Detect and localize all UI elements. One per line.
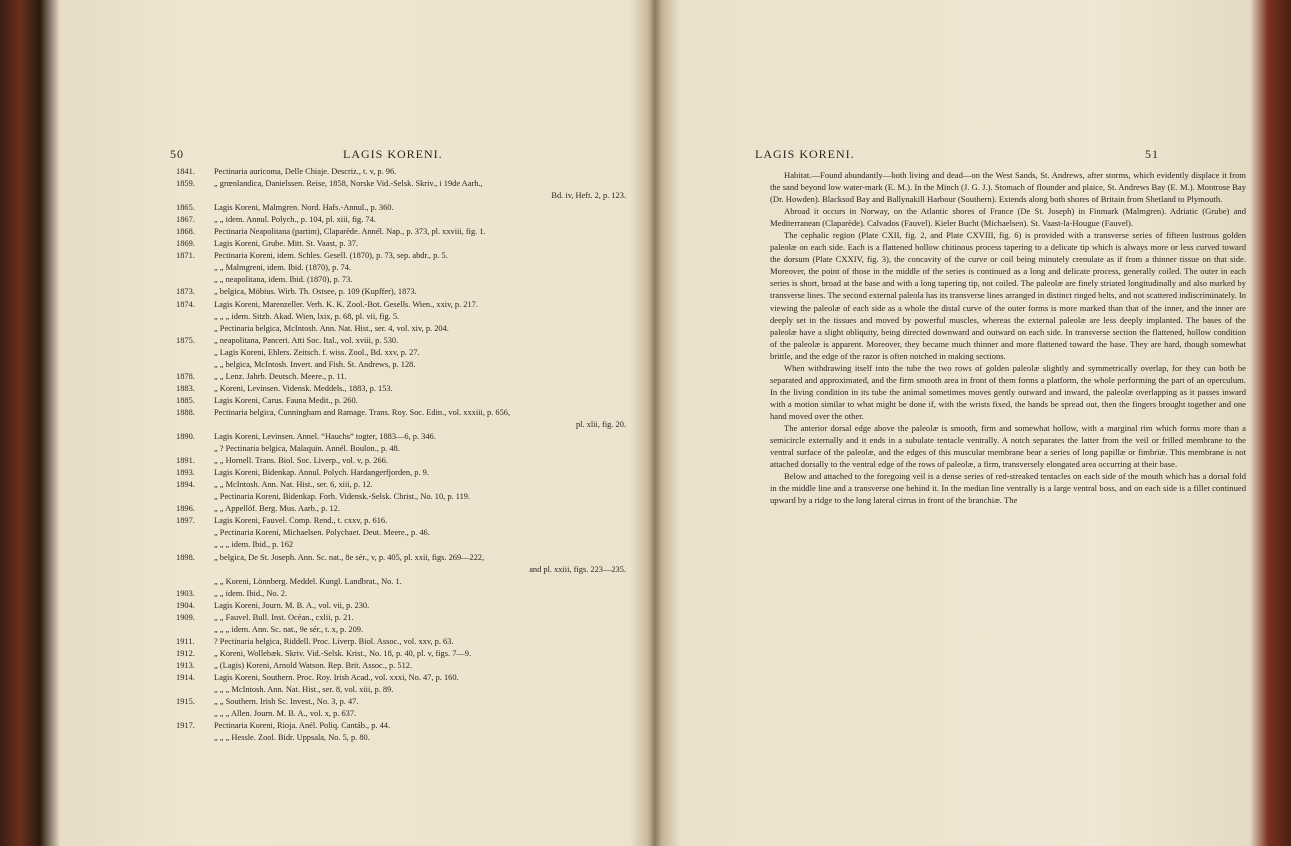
bibliography-entry	[176, 274, 646, 286]
entry-citation: „ „ idem. Annul. Polych., p. 104, pl. xiii, fig. 74.	[214, 215, 376, 225]
entry-citation: Lagis Koreni, Southern. Proc. Roy. Irish Acad., vol. xxxi, No. 47, p. 160.	[214, 672, 459, 682]
entry-citation: „ Koreni, Levinsen. Vidensk. Meddels., 1883, p. 153.	[214, 383, 393, 393]
bibliography-entry	[176, 696, 646, 708]
entry-citation: Pectinaria Koreni, idem. Schles. Gesell. (1870), p. 73, sep. abdr., p. 5.	[214, 251, 448, 261]
entry-year	[176, 539, 214, 551]
entry-citation: pl. xlii, fig. 20.	[575, 419, 626, 429]
entry-year: 1841.	[176, 167, 195, 176]
bibliography-entry	[176, 612, 646, 624]
entry-year: 1891.	[176, 456, 195, 466]
paragraph: Habitat.—Found abundantly—both living and dead—on the West Sands, St. Andrews, after storms, which evidently displace it from the sand beyond low water-mark (E. M.). In the Minch (J. G. J.). Stomach of flounder and plaice, St. Andrews Bay (E. M.). Montrose Bay (Dr. Howden). Blacksod Bay and Ballynakill Harbour (Southern). Extends along both shores of Britain from Shetland to Plymouth.	[770, 170, 1246, 205]
entry-citation: „ „ Appellöf. Berg. Mus. Aarb., p. 12.	[214, 504, 340, 514]
entry-year: 1917.	[176, 721, 195, 731]
entry-citation: „ „ „ idem. Sitzb. Akad. Wien, lxix, p. 68, pl. vii, fig. 5.	[214, 311, 400, 321]
entry-year	[176, 274, 214, 286]
entry-citation: Lagis Koreni, Marenzeller. Verh. K. K. Zool.-Bot. Gesells. Wien., xxiv, p. 217.	[214, 299, 478, 309]
bibliography-entry	[176, 600, 646, 612]
entry-year	[176, 684, 214, 696]
bibliography-entry	[176, 178, 646, 190]
entry-citation: Lagis Koreni, Malmgren. Nord. Hafs.-Annul., p. 360.	[214, 203, 394, 213]
entry-year	[176, 359, 214, 371]
entry-citation: Pectinaria auricoma, Delle Chiaje. Descriz., t. v, p. 96.	[214, 167, 397, 176]
right-running-head: LAGIS KORENI.	[755, 147, 855, 161]
bibliography-entry	[176, 720, 646, 732]
entry-year: 1903.	[176, 588, 195, 598]
entry-year: 1890.	[176, 432, 195, 442]
bibliography-entry	[176, 407, 646, 419]
bibliography-entry	[176, 359, 646, 371]
paragraph: When withdrawing itself into the tube the two rows of golden paleolæ slightly and symmetrically overlap, for they can both be separated and approximated, and the firm smooth area in front of them forms a platform, the whole performing the part of an operculum. In the living condition in its tube the animal sometimes moves gently outward and inward, the paleolæ overlapping as it passes inward with a motion similar to what might be done if, with the wrists fixed, the hands be spread out, then the fingers brought together and one hand moved over the other.	[770, 362, 1246, 421]
bibliography-entry	[176, 250, 646, 262]
entry-citation: „ „ „ McIntosh. Ann. Nat. Hist., ser. 8, vol. xiii, p. 89.	[214, 685, 394, 695]
entry-citation: „ Pectinaria belgica, McIntosh. Ann. Nat. Hist., ser. 4, vol. xiv, p. 204.	[214, 323, 449, 333]
entry-citation: „ Lagis Koreni, Ehlers. Zeitsch. f. wiss. Zool., Bd. xxv, p. 27.	[214, 347, 420, 357]
entry-year: 1873.	[176, 287, 195, 297]
bibliography-entry	[176, 479, 646, 491]
entry-citation: Pectinaria Koreni, Rioja. Anél. Poliq. Cantáb., p. 44.	[214, 721, 391, 731]
entry-year	[176, 624, 214, 636]
entry-year: 1913.	[176, 660, 195, 670]
bibliography-entry	[176, 443, 646, 455]
bibliography-entry	[176, 226, 646, 238]
bibliography-entry	[176, 311, 646, 323]
entry-year: 1897.	[176, 516, 195, 526]
entry-year	[176, 576, 214, 588]
bibliography-entry	[176, 648, 646, 660]
entry-citation: „ „ Southern. Irish Sc. Invest., No. 3, p. 47.	[214, 697, 359, 707]
left-running-head: LAGIS KORENI.	[343, 147, 443, 161]
entry-year: 1915.	[176, 697, 195, 707]
bibliography-entry	[176, 503, 646, 515]
entry-citation: „ „ „ idem. Ann. Sc. nat., 9e sér., t. x, p. 209.	[214, 624, 364, 634]
entry-citation: „ „ Lenz. Jahrb. Deutsch. Meere., p. 11.	[214, 371, 347, 381]
bibliography-entry	[176, 467, 646, 479]
entry-citation: Bd. iv, Heft. 2, p. 123.	[551, 191, 626, 201]
entry-year: 1912.	[176, 648, 195, 658]
paragraph: Below and attached to the foregoing veil is a dense series of red-streaked tentacles on each side of the mouth which has a dorsal fold in the middle line and a transverse one behind it. In the median line ventrally is a large ventral boss, and on each side is a fillet continued upward by a ridge to the long lateral cirrus in front of the branchiæ. The	[770, 471, 1246, 506]
paragraph: Abroad it occurs in Norway, on the Atlantic shores of France (De St. Joseph) in Finmark (Malmgren). Adriatic (Grube) and Mediterranean (Claparède). Calvados (Fauvel). Kieler Bucht (Michaelsen). St. Vaast-la-Hougue (Fauvel).	[770, 206, 1246, 229]
bibliography-entry	[176, 286, 646, 298]
bibliography-list	[176, 166, 646, 744]
entry-citation: Lagis Koreni, Journ. M. B. A., vol. vii, p. 230.	[214, 600, 370, 610]
entry-citation: „ „ Malmgreni, idem. Ibid. (1870), p. 74.	[214, 263, 351, 273]
bibliography-entry	[176, 539, 646, 551]
bibliography-entry	[176, 323, 646, 335]
entry-citation: „ „ McIntosh. Ann. Nat. Hist., ser. 6, xiii, p. 12.	[214, 480, 373, 490]
entry-citation: „ Koreni, Wollebæk. Skriv. Vid.-Selsk. Krist., No. 18, p. 40, pl. v, figs. 7—9.	[214, 648, 472, 658]
left-page-number: 50	[170, 147, 184, 161]
bibliography-entry	[176, 576, 646, 588]
bibliography-entry	[176, 732, 646, 744]
paragraph: The cephalic region (Plate CXII, fig. 2, and Plate CXVIII, fig. 6) is provided with a transverse series of fifteen lustrous golden paleolæ on each side. Each is a flattened hollow chitinous process tapering to a delicate tip which is always more or less curved toward the dorsum (Plate CXXIV, fig. 3), the concavity of the curve or coil being minutely crenulate as if from a thinner tissue on that side. Moreover, the point of those in the middle of the series is continued as a long and delicate process, generally coiled. The outer in each series is short, broad at the base and with a long tapering tip, not coiled. The paleolæ are finely striated longitudinally and also marked by transverse lines. The second external paleola has its transverse lines arranged in distinct ringed belts, and not scattered indiscriminately. In viewing the paleolæ of each side as a whole the distal curve of the outer forms is more marked than that of the inner, and the inner are deeply set in the tissues and moved by powerful muscles, whereas the external paleolæ are less deeply implanted. The bases of the paleolæ have a slight obliquity, being directed downward and outward on each side. In transverse section the flattened, hollow condition of the paleolæ is apparent. Moreover, they became much thinner and more flattened toward the base. They are hard, though somewhat brittle, and the edge of the razor is often notched in making sections.	[770, 230, 1246, 361]
entry-year: 1875.	[176, 335, 195, 345]
entry-year: 1883.	[176, 383, 195, 393]
bibliography-entry	[176, 335, 646, 347]
right-page-number: 51	[1145, 147, 1159, 161]
bibliography-entry	[176, 383, 646, 395]
bibliography-entry	[176, 552, 646, 564]
entry-year: 1871.	[176, 251, 195, 261]
bibliography-entry	[176, 214, 646, 226]
entry-citation: Lagis Koreni, Bidenkap. Annul. Polych. Hardangerfjorden, p. 9.	[214, 468, 429, 478]
entry-year: 1869.	[176, 239, 195, 249]
entry-year: 1896.	[176, 504, 195, 514]
entry-year: 1878.	[176, 371, 195, 381]
entry-year	[176, 347, 214, 359]
bibliography-entry	[176, 527, 646, 539]
entry-year: 1894.	[176, 480, 195, 490]
bibliography-entry	[176, 636, 646, 648]
bibliography-entry	[176, 684, 646, 696]
bibliography-entry	[176, 624, 646, 636]
bibliography-entry	[176, 262, 646, 274]
entry-year: 1888.	[176, 407, 195, 417]
entry-citation: „ Pectinaria Koreni, Bidenkap. Forh. Vidensk.-Selsk. Christ., No. 10, p. 119.	[214, 492, 471, 502]
entry-year: 1874.	[176, 299, 195, 309]
left-page	[40, 0, 650, 846]
entry-year	[176, 732, 214, 744]
entry-year: 1865.	[176, 203, 195, 213]
entry-citation: „ grœnlandica, Danielssen. Reise, 1858, Norske Vid.-Selsk. Skriv., i 19de Aarh.,	[214, 179, 483, 189]
entry-year	[176, 443, 214, 455]
entry-citation: „ „ belgica, McIntosh. Invert. and Fish. St. Andrews, p. 128.	[214, 359, 416, 369]
entry-year	[176, 527, 214, 539]
entry-citation: Lagis Koreni, Levinsen. Annel. “Hauchs” togter, 1883—6, p. 346.	[214, 432, 436, 442]
bibliography-entry	[176, 347, 646, 359]
bibliography-entry	[176, 660, 646, 672]
bibliography-entry	[176, 190, 646, 202]
entry-year	[176, 323, 214, 335]
bibliography-entry	[176, 299, 646, 311]
bibliography-entry	[176, 431, 646, 443]
entry-year: 1859.	[176, 179, 195, 189]
entry-citation: „ ? Pectinaria belgica, Malaquin. Annél. Boulon., p. 48.	[214, 444, 400, 454]
entry-year: 1898.	[176, 552, 195, 562]
entry-citation: „ belgica, De St. Joseph. Ann. Sc. nat., 8e sér., v, p. 405, pl. xxii, figs. 269—222,	[214, 552, 485, 562]
bibliography-entry	[176, 202, 646, 214]
entry-year	[176, 708, 214, 720]
entry-citation: ? Pectinaria belgica, Riddell. Proc. Liverp. Biol. Assoc., vol. xxv, p. 63.	[214, 636, 454, 646]
bibliography-entry	[176, 708, 646, 720]
entry-year: 1909.	[176, 612, 195, 622]
bibliography-entry	[176, 419, 646, 431]
bibliography-entry	[176, 515, 646, 527]
bibliography-entry	[176, 166, 646, 178]
bibliography-entry	[176, 455, 646, 467]
entry-citation: „ „ „ Allen. Journ. M. B. A., vol. x, p. 637.	[214, 709, 357, 719]
entry-year	[176, 311, 214, 323]
entry-citation: „ „ Hornell. Trans. Biol. Soc. Liverp., vol. v, p. 266.	[214, 456, 388, 466]
entry-year: 1914.	[176, 672, 195, 682]
entry-citation: „ belgica, Möbius. Wirb. Th. Ostsee, p. 109 (Kupffer), 1873.	[214, 287, 417, 297]
entry-year	[176, 190, 214, 202]
bibliography-entry	[176, 238, 646, 250]
right-page	[660, 0, 1260, 846]
bibliography-entry	[176, 491, 646, 503]
entry-citation: Lagis Koreni, Grube. Mitt. St. Vaast, p. 37.	[214, 239, 359, 249]
entry-citation: Pectinaria belgica, Cunningham and Ramage. Trans. Roy. Soc. Edin., vol. xxxiii, p. 656,	[214, 407, 511, 417]
entry-year: 1904.	[176, 600, 195, 610]
entry-year: 1893.	[176, 468, 195, 478]
entry-year: 1867.	[176, 215, 195, 225]
entry-year: 1885.	[176, 395, 195, 405]
body-text	[770, 169, 1246, 506]
entry-year	[176, 564, 214, 576]
entry-year: 1911.	[176, 636, 195, 646]
entry-citation: „ „ idem. Ibid., No. 2.	[214, 588, 288, 598]
bibliography-entry	[176, 371, 646, 383]
entry-citation: „ „ neapolitana, idem. Ibid. (1870), p. 73.	[214, 275, 353, 285]
bibliography-entry	[176, 395, 646, 407]
entry-citation: and pl. xxiii, figs. 223—235.	[529, 564, 626, 574]
paragraph: The anterior dorsal edge above the paleolæ is smooth, firm and somewhat hollow, with a marginal rim which forms more than a semicircle externally and it ends in a subulate tentacle ventrally. A notch separates the latter from the veil or frilled membrane to the ventral surface of the paleolæ, and the edges of this muscular membrane bear a series of long papillæ or fimbriæ. This membrane is not attached dorsally to the ventral edge of the rows of paleolæ, a firm, transversely elongated area occurring at their base.	[770, 422, 1246, 470]
entry-citation: „ „ Koreni, Lönnberg. Meddel. Kungl. Landbrat., No. 1.	[214, 576, 402, 586]
entry-citation: „ neapolitana, Panceri. Atti Soc. Ital., vol. xviii, p. 530.	[214, 335, 399, 345]
entry-citation: „ „ Fauvel. Bull. Inst. Océan., cxlii, p. 21.	[214, 612, 354, 622]
entry-citation: „ „ „ idem. Ibid., p. 162	[214, 540, 294, 550]
entry-citation: „ Pectinaria Koreni, Michaelsen. Polychaet. Deut. Meere., p. 46.	[214, 528, 430, 538]
bibliography-entry	[176, 564, 646, 576]
bibliography-entry	[176, 588, 646, 600]
entry-citation: „ (Lagis) Koreni, Arnold Watson. Rep. Brit. Assoc., p. 512.	[214, 660, 413, 670]
entry-year: 1868.	[176, 227, 195, 237]
entry-citation: Pectinaria Neapolitana (partim), Claparède. Annél. Nap., p. 373, pl. xxviii, fig. 1.	[214, 227, 486, 237]
entry-citation: Lagis Koreni, Fauvel. Comp. Rend., t. cxxv, p. 616.	[214, 516, 388, 526]
entry-citation: „ „ „ Hessle. Zool. Bidr. Uppsala, No. 5, p. 80.	[214, 733, 370, 743]
entry-year	[176, 491, 214, 503]
entry-citation: Lagis Koreni, Carus. Fauna Medit., p. 260.	[214, 395, 358, 405]
bibliography-entry	[176, 672, 646, 684]
entry-year	[176, 419, 214, 431]
entry-year	[176, 262, 214, 274]
